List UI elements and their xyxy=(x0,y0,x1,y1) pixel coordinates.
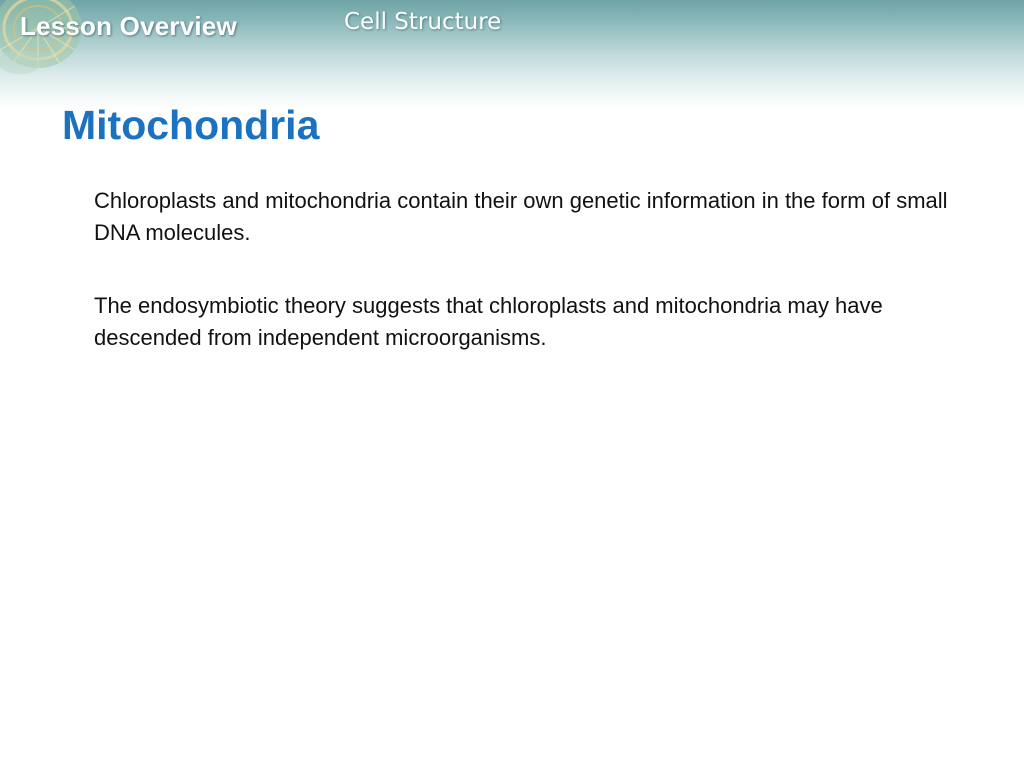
lesson-overview-label: Lesson Overview xyxy=(20,11,237,41)
paragraph-genetic-information: Chloroplasts and mitochondria contain their own genetic information in the form of small DNA molecules. xyxy=(94,188,948,245)
header-banner xyxy=(0,0,1024,110)
topic-label: Cell Structure xyxy=(344,9,502,35)
slide-title: Mitochondria xyxy=(62,102,320,148)
paragraph-endosymbiotic-theory: The endosymbiotic theory suggests that chloroplasts and mitochondria may have descended from independent microorganisms. xyxy=(94,293,883,350)
